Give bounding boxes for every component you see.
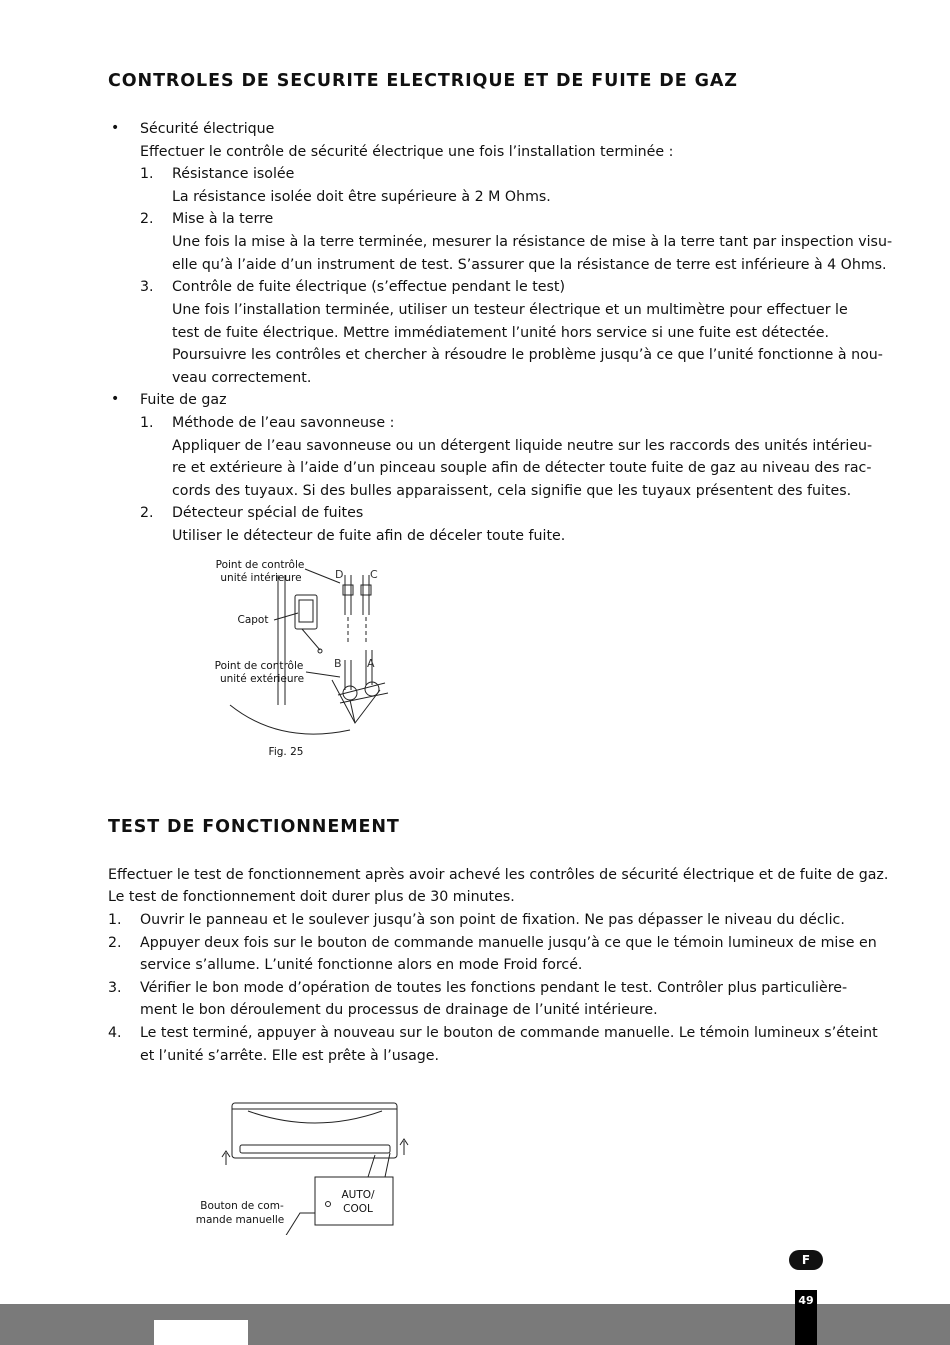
paragraph-line: ment le bon déroulement du processus de drainage de l’unité intérieure. (140, 1002, 658, 1018)
item-number: 1. (108, 912, 122, 928)
bullet-title: Fuite de gaz (140, 392, 227, 408)
paragraph-line: La résistance isolée doit être supérieure à 2 M Ohms. (172, 189, 551, 205)
paragraph-line: test de fuite électrique. Mettre immédiatement l’unité hors service si une fuite est détectée. (172, 325, 829, 341)
figure-label-indoor-1: Point de contrôle (215, 559, 305, 571)
item-title: Détecteur spécial de fuites (172, 505, 364, 521)
figure-leak-check-points (200, 555, 430, 765)
footer-white-block (154, 1320, 248, 1345)
figure-label-outdoor-1: Point de contrôle (214, 660, 304, 672)
figure-letter-d: D (335, 568, 344, 581)
paragraph-line: veau correctement. (172, 370, 312, 386)
figure-caption: Fig. 25 (268, 746, 304, 758)
item-number: 2. (108, 935, 122, 951)
item-number: 2. (140, 505, 154, 521)
paragraph-line: Appliquer de l’eau savonneuse ou un détergent liquide neutre sur les raccords des unités intérieu- (172, 438, 873, 454)
item-title: Résistance isolée (172, 166, 295, 182)
paragraph-line: Vérifier le bon mode d’opération de toutes les fonctions pendant le test. Contrôler plus particulière- (140, 980, 848, 996)
paragraph-line: Effectuer le contrôle de sécurité électrique une fois l’installation terminée : (140, 144, 674, 160)
item-number: 1. (140, 415, 154, 431)
item-number: 3. (108, 980, 122, 996)
figure-label-cool: COOL (343, 1203, 373, 1215)
item-title: Contrôle de fuite électrique (s’effectue pendant le test) (172, 279, 565, 295)
figure-indoor-unit (190, 1095, 420, 1235)
page-number: 49 (795, 1290, 817, 1345)
paragraph-line: Ouvrir le panneau et le soulever jusqu’à son point de fixation. Ne pas dépasser le niveau du déclic. (140, 912, 845, 928)
paragraph-line: Le test terminé, appuyer à nouveau sur le bouton de commande manuelle. Le témoin lumineux s’éteint (140, 1025, 878, 1041)
figure-label-button-1: Bouton de com- (200, 1200, 284, 1212)
figure-label-auto: AUTO/ (341, 1189, 375, 1201)
figure-letter-b: B (334, 657, 342, 670)
language-badge: F (789, 1250, 823, 1270)
paragraph-line: elle qu’à l’aide d’un instrument de test. S’assurer que la résistance de terre est inférieure à 4 Ohms. (172, 257, 887, 273)
paragraph-line: Utiliser le détecteur de fuite afin de déceler toute fuite. (172, 528, 566, 544)
item-title: Méthode de l’eau savonneuse : (172, 415, 395, 431)
item-title: Mise à la terre (172, 211, 274, 227)
paragraph-line: cords des tuyaux. Si des bulles apparaissent, cela signifie que les tuyaux présentent des fuites. (172, 483, 852, 499)
paragraph-line: Appuyer deux fois sur le bouton de commande manuelle jusqu’à ce que le témoin lumineux de mise en (140, 935, 877, 951)
paragraph-line: service s’allume. L’unité fonctionne alors en mode Froid forcé. (140, 957, 583, 973)
figure-label-indoor-2: unité intérieure (220, 572, 302, 584)
paragraph-line: Poursuivre les contrôles et chercher à résoudre le problème jusqu’à ce que l’unité fonctionne à nou- (172, 347, 883, 363)
paragraph-line: Le test de fonctionnement doit durer plus de 30 minutes. (108, 889, 515, 905)
item-number: 3. (140, 279, 154, 295)
figure-label-outdoor-2: unité extérieure (219, 673, 305, 685)
bullet-title: Sécurité électrique (140, 121, 275, 137)
paragraph-line: Effectuer le test de fonctionnement après avoir achevé les contrôles de sécurité électrique et de fuite de gaz. (108, 867, 889, 883)
paragraph-line: Une fois l’installation terminée, utiliser un testeur électrique et un multimètre pour effectuer le (172, 302, 848, 318)
bullet-icon: • (111, 391, 120, 407)
bullet-icon: • (111, 120, 120, 136)
item-number: 4. (108, 1025, 122, 1041)
figure-letter-a: A (367, 657, 375, 670)
figure-letter-c: C (370, 568, 378, 581)
paragraph-line: re et extérieure à l’aide d’un pinceau souple afin de détecter toute fuite de gaz au niveau des rac- (172, 460, 872, 476)
figure-label-button-2: mande manuelle (195, 1214, 285, 1226)
item-number: 1. (140, 166, 154, 182)
item-number: 2. (140, 211, 154, 227)
section-title-test: TEST DE FONCTIONNEMENT (108, 817, 400, 837)
figure-label-cap: Capot (237, 614, 269, 626)
paragraph-line: Une fois la mise à la terre terminée, mesurer la résistance de mise à la terre tant par inspection visu- (172, 234, 893, 250)
paragraph-line: et l’unité s’arrête. Elle est prête à l’usage. (140, 1048, 440, 1064)
section-title-safety: CONTROLES DE SECURITE ELECTRIQUE ET DE FUITE DE GAZ (108, 71, 738, 91)
